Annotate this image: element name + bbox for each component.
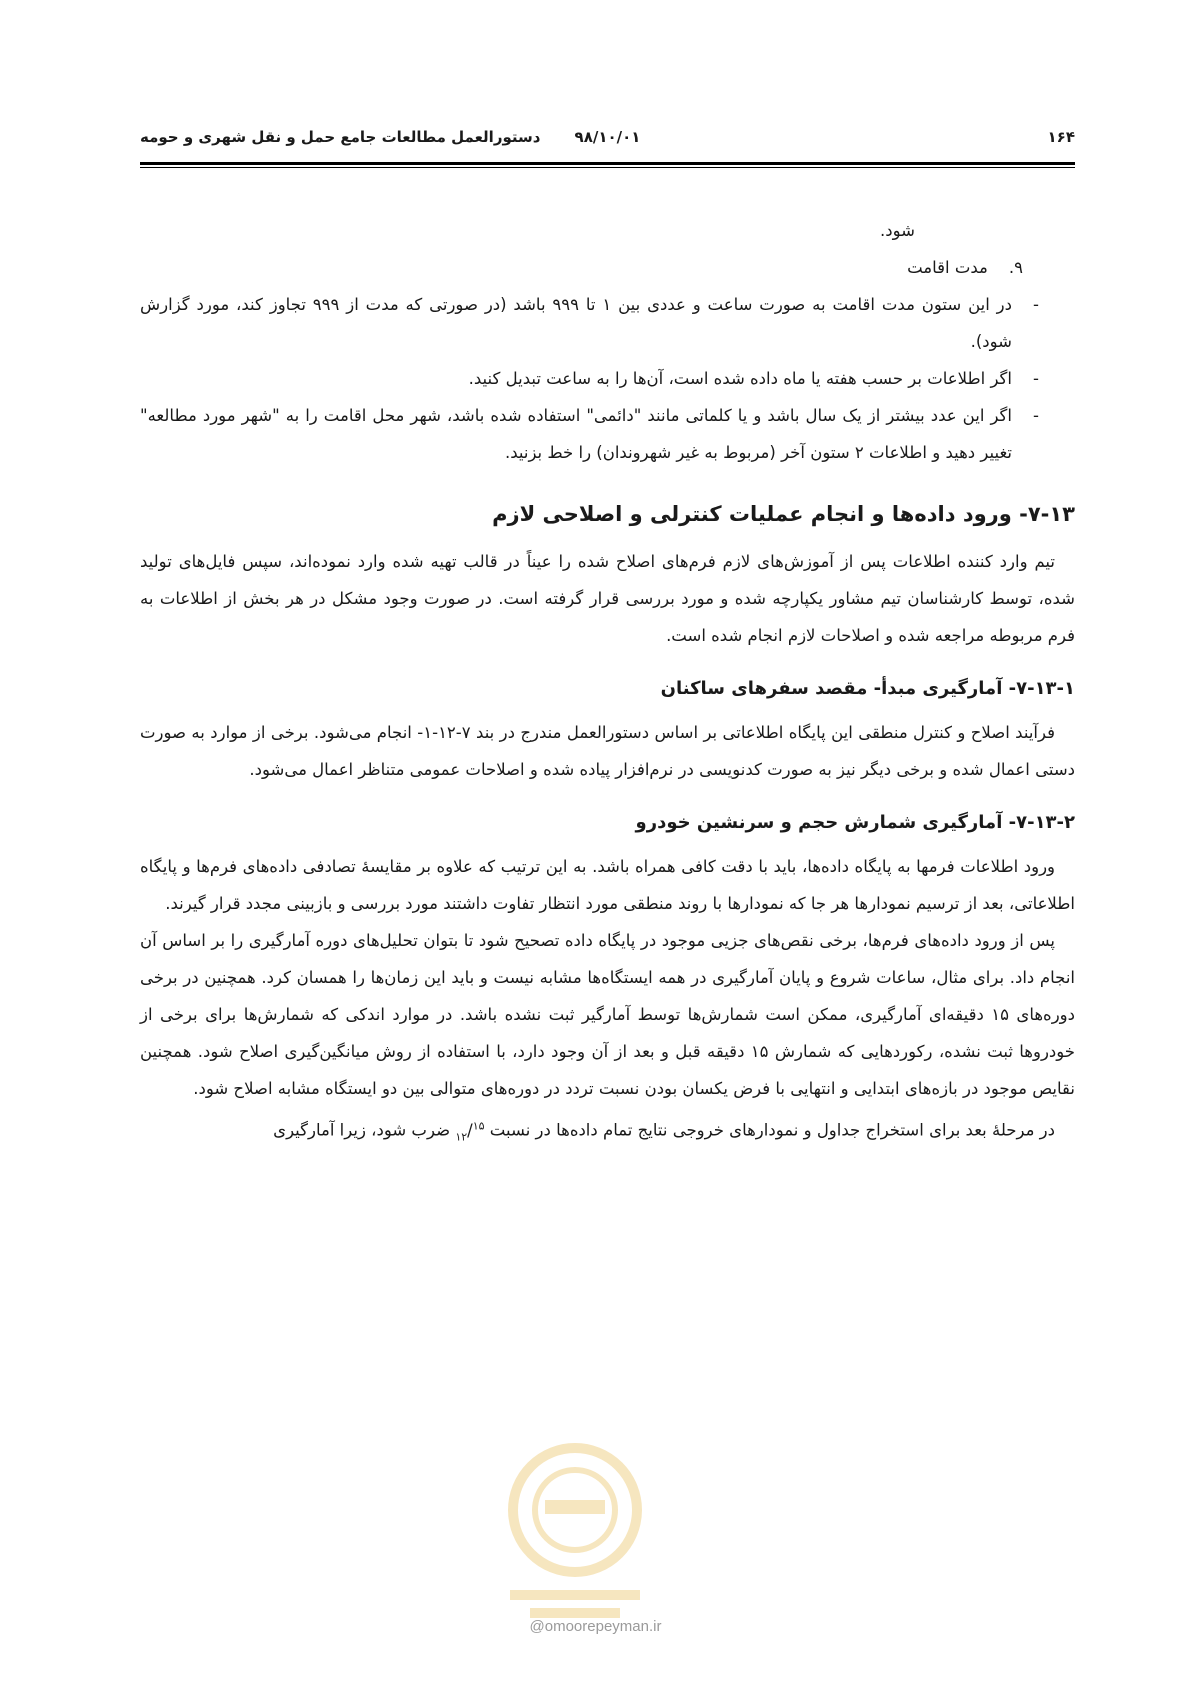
paragraph-text-start: در مرحلهٔ بعد برای استخراج جداول و نمودارهای خروجی نتایج تمام داده‌ها در نسبت	[484, 1120, 1055, 1140]
fraction-numerator: ۱۵	[472, 1119, 485, 1132]
bullet-list	[140, 286, 1060, 471]
header-rule-thin	[140, 167, 1075, 168]
section-heading: ۷-۱۳- ورود داده‌ها و انجام عملیات کنترلی و اصلاحی لازم	[492, 502, 1075, 526]
bullet-dash: -	[1033, 406, 1039, 425]
bullet-text: اگر اطلاعات بر حسب هفته یا ماه داده شده است، آن‌ها را به ساعت تبدیل کنید.	[468, 369, 1012, 388]
header-date: ۹۸/۱۰/۰۱	[574, 128, 641, 146]
list-item-label: مدت اقامت	[907, 258, 988, 277]
bullet-text: اگر این عدد بیشتر از یک سال باشد و یا کلماتی مانند "دائمی" استفاده شده باشد، شهر محل اقامت را به "شهر مورد مطالعه" تغییر دهید و اطلاعات ۲ ستون آخر (مربوط به غیر شهروندان) را خط بزنید.	[140, 406, 1012, 462]
page-number: ۱۶۴	[1047, 128, 1075, 146]
page-body	[140, 212, 1075, 1155]
watermark-logo-icon	[490, 1440, 660, 1640]
list-item	[140, 286, 1060, 360]
header-rule-thick	[140, 162, 1075, 165]
subsection-heading-1: ۷-۱۳-۱- آمارگیری مبدأ- مقصد سفرهای ساکنان	[660, 678, 1075, 699]
subsection-2-paragraph-1: ورود اطلاعات فرمها به پایگاه داده‌ها، باید با دقت کافی همراه باشد. به این ترتیب که علاوه بر مقایسهٔ تصادفی داده‌های فرم‌ها و پایگاه اطلاعاتی، بعد از ترسیم نمودارها هر جا که نمودارها با روند منطقی مورد انتظار تفاوت داشتند مورد بررسی و بازبینی مجدد قرار گیرند.	[140, 857, 1075, 913]
header-document-title: دستورالعمل مطالعات جامع حمل و نقل شهری و حومه	[140, 128, 541, 146]
section-paragraph: تیم وارد کننده اطلاعات پس از آموزش‌های لازم فرم‌های اصلاح شده را عیناً در قالب تهیه شده وارد نموده‌اند، سپس فایل‌های تولید شده، توسط کارشناسان تیم مشاور یکپارچه شده و مورد بررسی قرار گرفته است. در صورت وجود مشکل در هر بخش از اطلاعات به فرم مربوطه مراجعه شده و اصلاحات لازم انجام شده است.	[140, 552, 1075, 645]
subsection-heading-2: ۷-۱۳-۲- آمارگیری شمارش حجم و سرنشین خودرو	[635, 812, 1075, 833]
fraction-denominator: ۱۲	[455, 1129, 468, 1143]
numbered-list-item	[140, 249, 1075, 286]
fraction: $_{۱۲}$/$^{۱۵}$	[455, 1119, 485, 1143]
page-header	[140, 128, 1075, 152]
list-item-number: ۹.	[1008, 258, 1023, 277]
bullet-dash: -	[1033, 295, 1039, 314]
bullet-dash: -	[1033, 369, 1039, 388]
continuation-text: شود.	[880, 221, 915, 240]
list-item	[140, 360, 1060, 397]
subsection-1-paragraph: فرآیند اصلاح و کنترل منطقی این پایگاه اطلاعاتی بر اساس دستورالعمل مندرج در بند ۷-۱۲-۱- انجام می‌شود. برخی از موارد به صورت دستی اعمال شده و برخی دیگر نیز به صورت کدنویسی در نرم‌افزار پیاده شده و اصلاحات عمومی متناظر اعمال می‌شود.	[140, 723, 1075, 779]
list-item	[140, 397, 1060, 471]
paragraph-text-end: ضرب شود، زیرا آمارگیری	[273, 1120, 456, 1140]
bullet-text: در این ستون مدت اقامت به صورت ساعت و عددی بین ۱ تا ۹۹۹ باشد (در صورتی که مدت از ۹۹۹ تجاوز کند، مورد گزارش شود).	[140, 295, 1012, 351]
subsection-2-paragraph-3	[140, 1107, 1075, 1155]
watermark-site: @omoorepeyman.ir	[529, 1618, 662, 1635]
subsection-2-paragraph-2: پس از ورود داده‌های فرم‌ها، برخی نقص‌های جزیی موجود در پایگاه داده تصحیح شود تا بتوان تحلیل‌های دوره آمارگیری را بر اساس آن انجام داد. برای مثال، ساعات شروع و پایان آمارگیری در همه ایستگاه‌ها مشابه نیست و باید این زمان‌ها را همسان کرد. همچنین در برخی دوره‌های ۱۵ دقیقه‌ای آمارگیری، ممکن است شمارش‌ها توسط آمارگیر ثبت نشده باشد. در موارد اندکی که شمارش‌ها برای برخی از خودروها ثبت نشده، رکوردهایی که شمارش ۱۵ دقیقه قبل و بعد از آن وجود دارد، با استفاده از روش میانگین‌گیری اصلاح شود. همچنین نقایص موجود در بازه‌های ابتدایی و انتهایی با فرض یکسان بودن نسبت تردد در دوره‌های متوالی بین دو ایستگاه مشابه اصلاح شود.	[140, 931, 1075, 1098]
